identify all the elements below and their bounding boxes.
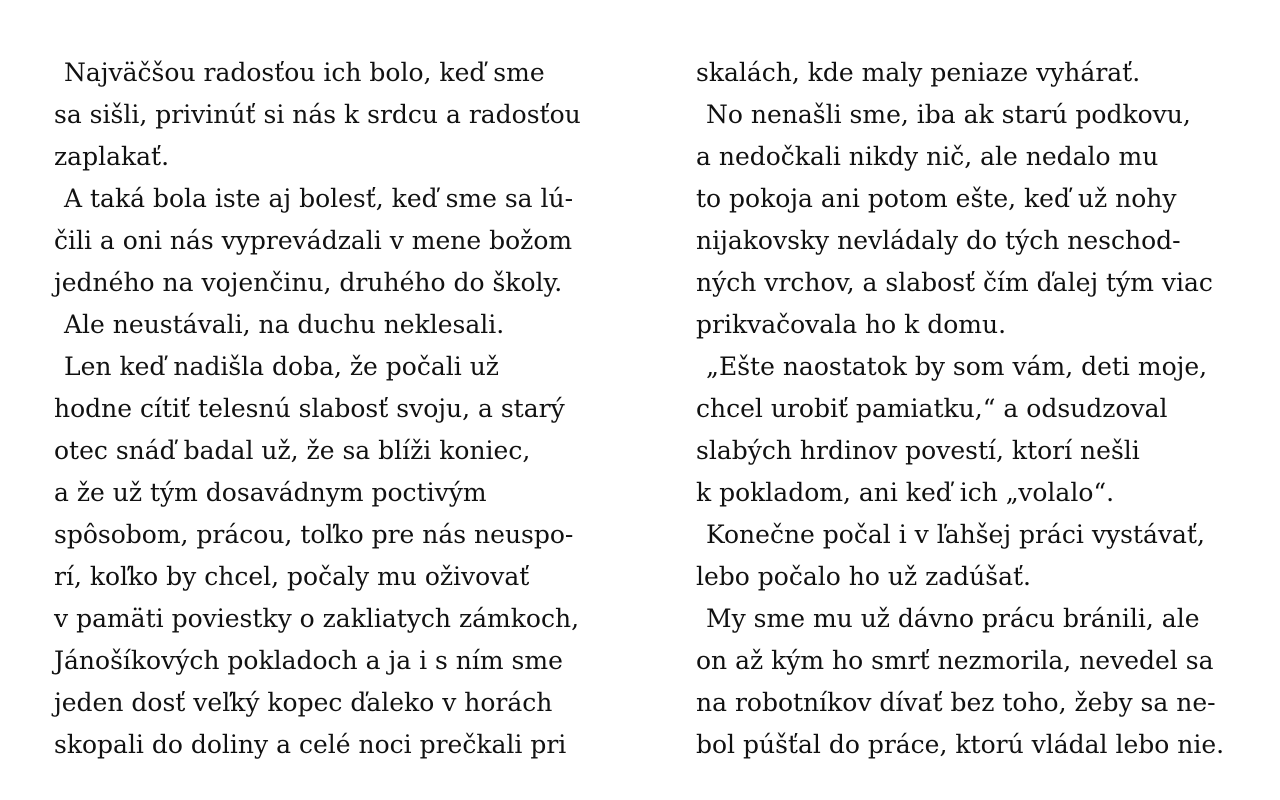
text-line: skopali do doliny a celé noci prečkali pri <box>54 730 567 759</box>
text-line: nijakovsky nevládaly do tých neschod- <box>696 226 1181 255</box>
text-line: sa sišli, privinúť si nás k srdcu a radosťou <box>54 100 581 129</box>
text-line: My sme mu už dávno prácu bránili, ale <box>706 604 1200 633</box>
text-line: A taká bola iste aj bolesť, keď sme sa lú- <box>64 184 574 213</box>
text-line: Konečne počal i v ľahšej práci vystávať, <box>706 520 1205 549</box>
text-line: to pokoja ani potom ešte, keď už nohy <box>696 184 1177 213</box>
text-line: ných vrchov, a slabosť čím ďalej tým viac <box>696 268 1213 297</box>
text-line: lebo počalo ho už zadúšať. <box>696 562 1031 591</box>
text-line: otec snáď badal už, že sa blíži koniec, <box>54 436 531 465</box>
text-line: spôsobom, prácou, toľko pre nás neuspo- <box>54 520 574 549</box>
text-line: prikvačovala ho k domu. <box>696 310 1007 339</box>
text-line: „Ešte naostatok by som vám, deti moje, <box>706 352 1208 381</box>
text-line: a že už tým dosavádnym poctivým <box>54 478 487 507</box>
text-line: jeden dosť veľký kopec ďaleko v horách <box>54 688 553 717</box>
text-line: Ale neustávali, na duchu neklesali. <box>64 310 505 339</box>
text-line: na robotníkov dívať bez toho, žeby sa ne- <box>696 688 1216 717</box>
text-line: a nedočkali nikdy nič, ale nedalo mu <box>696 142 1159 171</box>
text-line: Najväčšou radosťou ich bolo, keď sme <box>64 58 545 87</box>
text-line: slabých hrdinov povestí, ktorí nešli <box>696 436 1140 465</box>
text-line: jedného na vojenčinu, druhého do školy. <box>54 268 563 297</box>
text-line: chcel urobiť pamiatku,“ a odsudzoval <box>696 394 1168 423</box>
text-line: hodne cítiť telesnú slabosť svoju, a starý <box>54 394 565 423</box>
text-line: zaplakať. <box>54 142 170 171</box>
text-line: on až kým ho smrť nezmorila, nevedel sa <box>696 646 1214 675</box>
text-line: Jánošíkových pokladoch a ja i s ním sme <box>54 646 563 675</box>
text-line: v pamäti poviestky o zakliatych zámkoch, <box>54 604 580 633</box>
text-line: čili a oni nás vyprevádzali v mene božom <box>54 226 573 255</box>
text-line: bol púšťal do práce, ktorú vládal lebo nie. <box>696 730 1225 759</box>
text-line: Len keď nadišla doba, že počali už <box>64 352 499 381</box>
left-page-text <box>54 52 634 766</box>
text-line: No nenašli sme, iba ak starú podkovu, <box>706 100 1191 129</box>
text-line: skalách, kde maly peniaze vyhárať. <box>696 58 1141 87</box>
text-line: k pokladom, ani keď ich „volalo“. <box>696 478 1115 507</box>
text-line: rí, koľko by chcel, počaly mu oživovať <box>54 562 530 591</box>
right-page-text <box>696 52 1276 766</box>
